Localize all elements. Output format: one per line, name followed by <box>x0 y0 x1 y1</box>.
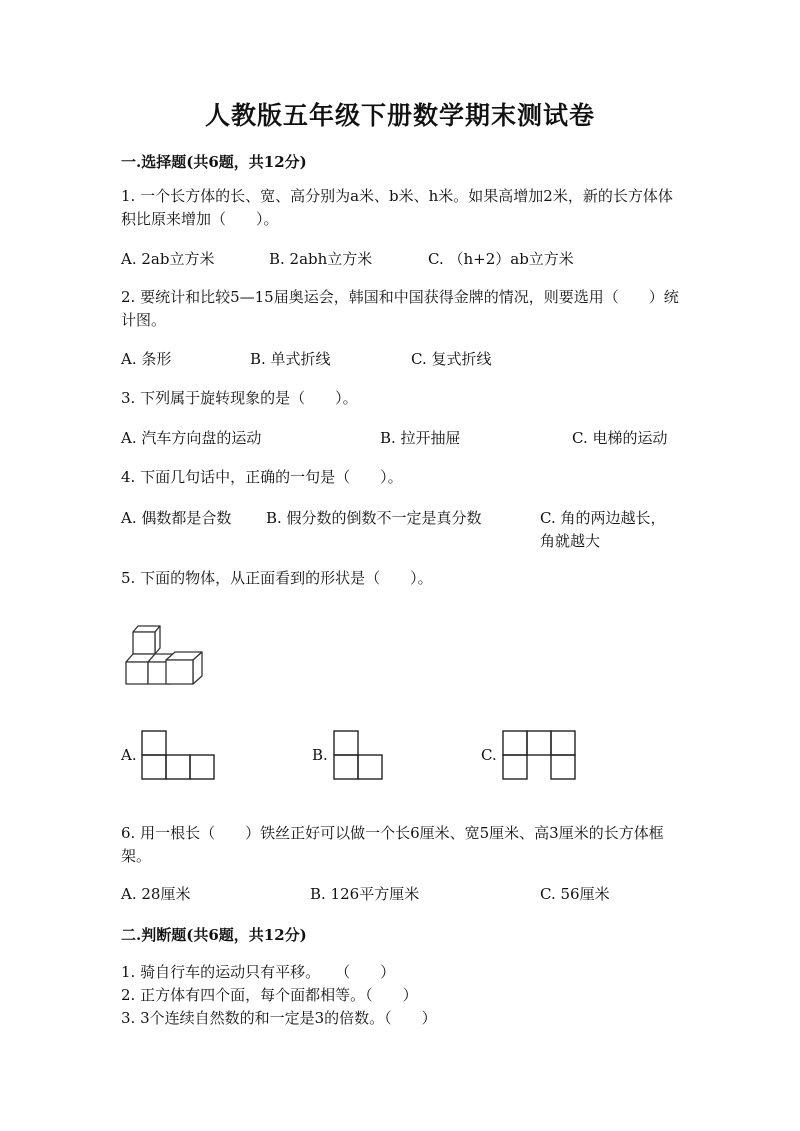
judgement-item-3: 3. 3个连续自然数的和一定是3的倍数。（ ） <box>121 1009 437 1027</box>
q1-option-a[interactable]: A. 2ab立方米 <box>121 250 215 268</box>
q6-option-a[interactable]: A. 28厘米 <box>121 885 191 903</box>
q3-option-c[interactable]: C. 电梯的运动 <box>572 429 668 447</box>
question-2: 2. 要统计和比较5—15届奥运会，韩国和中国获得金牌的情况，则要选用（ ）统计图。 <box>121 288 679 329</box>
question-4: 4. 下面几句话中，正确的一句是（ ）。 <box>121 468 403 486</box>
q5-option-a[interactable]: A. <box>121 746 137 764</box>
q1-option-b[interactable]: B. 2abh立方米 <box>269 250 373 268</box>
question-1: 1. 一个长方体的长、宽、高分别为a米、b米、h米。如果高增加2米，新的长方体体积比原来增加（ ）。 <box>121 187 673 228</box>
judgement-item-1: 1. 骑自行车的运动只有平移。 （ ） <box>121 963 396 981</box>
q5-option-a-shape <box>141 730 215 779</box>
cube-stack-figure <box>124 626 206 686</box>
q4-option-b[interactable]: B. 假分数的倒数不一定是真分数 <box>266 509 482 527</box>
q1-option-c[interactable]: C. （h+2）ab立方米 <box>428 250 574 268</box>
q6-option-b[interactable]: B. 126平方厘米 <box>310 885 420 903</box>
q3-option-a[interactable]: A. 汽车方向盘的运动 <box>121 429 262 447</box>
q3-option-b[interactable]: B. 拉开抽屉 <box>380 429 461 447</box>
judgement-item-2: 2. 正方体有四个面，每个面都相等。（ ） <box>121 986 418 1004</box>
question-6: 6. 用一根长（ ）铁丝正好可以做一个长6厘米、宽5厘米、高3厘米的长方体框架。 <box>121 824 664 865</box>
q5-option-c[interactable]: C. <box>481 746 497 764</box>
q6-option-c[interactable]: C. 56厘米 <box>540 885 610 903</box>
question-3: 3. 下列属于旋转现象的是（ ）。 <box>121 389 358 407</box>
q5-option-b-shape <box>333 730 383 779</box>
section-heading-judgement: 二.判断题(共6题，共12分) <box>121 926 307 944</box>
q2-option-b[interactable]: B. 单式折线 <box>250 350 331 368</box>
q5-option-b[interactable]: B. <box>312 746 328 764</box>
question-5: 5. 下面的物体，从正面看到的形状是（ ）。 <box>121 569 433 587</box>
page-title: 人教版五年级下册数学期末测试卷 <box>204 101 595 130</box>
section-heading-choice: 一.选择题(共6题，共12分) <box>121 153 307 171</box>
q4-option-c[interactable]: C. 角的两边越长，角就越大 <box>540 509 666 550</box>
q4-option-a[interactable]: A. 偶数都是合数 <box>121 509 232 527</box>
q2-option-c[interactable]: C. 复式折线 <box>411 350 492 368</box>
q2-option-a[interactable]: A. 条形 <box>121 350 172 368</box>
q5-option-c-shape <box>502 730 576 779</box>
